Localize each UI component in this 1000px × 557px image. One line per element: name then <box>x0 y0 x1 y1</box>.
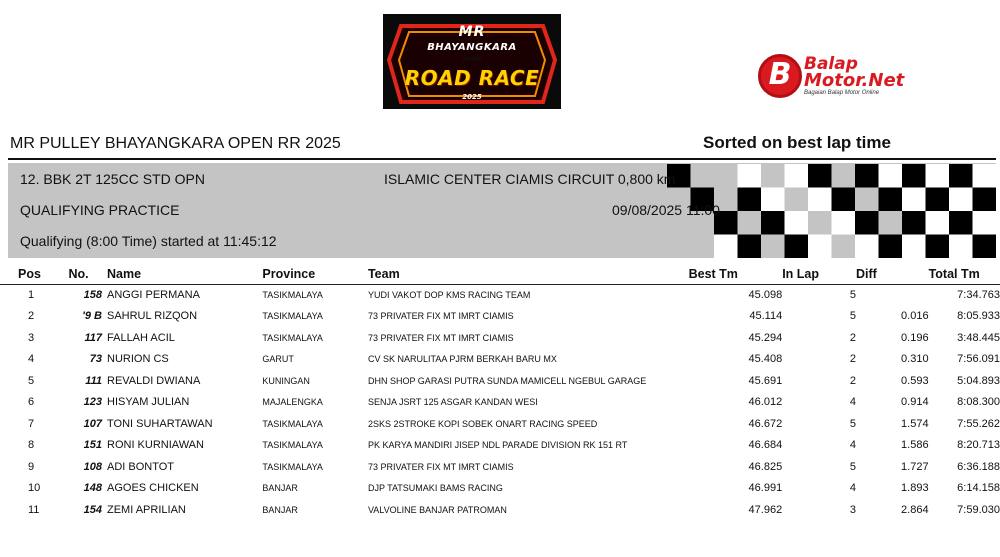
table-row <box>0 306 1000 328</box>
table-row <box>0 349 1000 371</box>
cell-in-lap: 4 <box>849 396 857 409</box>
flag-square <box>785 164 809 188</box>
cell-team: SENJA JSRT 125 ASGAR KANDAN WESI <box>367 397 538 408</box>
cell-team: YUDI VAKOT DOP KMS RACING TEAM <box>367 290 531 300</box>
cell-team: VALVOLINE BANJAR PATROMAN <box>367 504 507 515</box>
cell-pos: 10 <box>28 482 41 495</box>
flag-square <box>973 164 997 188</box>
col-header-total-time: Total Tm <box>929 265 1000 284</box>
cell-name: SAHRUL RIZQON <box>107 310 198 323</box>
cell-diff: 1.586 <box>901 439 929 452</box>
cell-diff: 1.574 <box>901 417 929 430</box>
cell-pos: 8 <box>28 439 35 452</box>
flag-square <box>738 188 762 212</box>
cell-name: AGOES CHICKEN <box>107 482 199 495</box>
cell-in-lap: 2 <box>849 331 857 344</box>
media-logo <box>758 54 928 104</box>
cell-total-time: 7:59.030 <box>957 503 1000 516</box>
cell-best-time: 45.098 <box>748 289 783 301</box>
cell-name: ZEMI APRILIAN <box>107 503 186 516</box>
table-row <box>0 435 1000 457</box>
cell-province: GARUT <box>262 354 294 365</box>
cell-pos: 5 <box>28 374 35 387</box>
session-datetime: 09/08/2025 11:00 <box>612 202 720 218</box>
table-row <box>0 284 1000 306</box>
flag-square <box>738 235 762 259</box>
cell-total-time: 7:34.763 <box>957 289 1000 301</box>
cell-province: BANJAR <box>262 504 298 515</box>
flag-square <box>926 235 950 259</box>
cell-team: CV SK NARULITAA PJRM BERKAH BARU MX <box>367 354 557 365</box>
flag-square <box>808 164 832 188</box>
cell-name: NURION CS <box>107 353 169 366</box>
class-label: 12. BBK 2T 125CC STD OPN <box>20 171 205 187</box>
cell-pos: 9 <box>28 460 35 473</box>
table-row <box>0 392 1000 414</box>
cell-total-time: 8:08.300 <box>957 396 1000 409</box>
cell-no: 111 <box>85 374 102 387</box>
flag-square <box>761 188 785 212</box>
session-label: QUALIFYING PRACTICE <box>20 202 180 218</box>
media-logo-mark: B <box>768 57 792 92</box>
cell-best-time: 45.691 <box>748 374 783 387</box>
cell-total-time: 6:36.188 <box>957 460 1000 473</box>
flag-square <box>902 211 926 235</box>
cell-best-time: 46.672 <box>748 417 783 430</box>
cell-name: REVALDI DWIANA <box>107 374 201 387</box>
flag-square <box>973 211 997 235</box>
cell-best-time: 46.684 <box>748 439 783 452</box>
cell-name: RONI KURNIAWAN <box>107 439 204 452</box>
cell-province: TASIKMALAYA <box>262 440 323 451</box>
event-logo-open: OPEN <box>462 56 482 63</box>
cell-team: 2SKS 2STROKE KOPI SOBEK ONART RACING SPEED <box>367 418 598 429</box>
cell-name: ANGGI PERMANA <box>107 289 200 301</box>
cell-no: 73 <box>89 353 102 366</box>
flag-square <box>879 164 903 188</box>
cell-best-time: 47.962 <box>748 503 783 516</box>
cell-province: TASIKMALAYA <box>262 290 323 300</box>
cell-name: HISYAM JULIAN <box>107 396 190 409</box>
session-info-band <box>8 163 996 258</box>
circuit-label: ISLAMIC CENTER CIAMIS CIRCUIT 0,800 km <box>384 171 676 187</box>
cell-no: 151 <box>83 439 102 452</box>
table-row <box>0 413 1000 435</box>
cell-no: 107 <box>83 417 102 430</box>
event-logo-road-race: ROAD RACE <box>404 66 540 90</box>
col-header-in-lap: In Lap <box>782 265 856 284</box>
col-header-province: Province <box>262 265 368 284</box>
flag-square <box>902 188 926 212</box>
col-header-pos: Pos <box>0 265 57 284</box>
flag-square <box>714 235 738 259</box>
flag-square <box>832 188 856 212</box>
cell-in-lap: 5 <box>849 310 857 323</box>
flag-square <box>808 235 832 259</box>
event-logo <box>383 14 561 109</box>
event-logo-mr: MR <box>458 24 486 40</box>
flag-square <box>949 164 973 188</box>
cell-in-lap: 2 <box>849 374 857 387</box>
cell-diff <box>856 284 929 306</box>
cell-in-lap: 3 <box>849 503 857 516</box>
cell-in-lap: 5 <box>849 460 857 473</box>
cell-diff: 0.310 <box>901 353 929 366</box>
flag-square <box>973 235 997 259</box>
flag-square <box>808 188 832 212</box>
cell-diff: 0.593 <box>901 374 929 387</box>
cell-total-time: 7:56.091 <box>957 353 1000 366</box>
cell-province: TASIKMALAYA <box>262 461 323 472</box>
results-table <box>0 265 1000 521</box>
cell-diff: 1.893 <box>901 482 929 495</box>
flag-square <box>926 188 950 212</box>
event-title: MR PULLEY BHAYANGKARA OPEN RR 2025 <box>10 135 341 152</box>
cell-no: '9 B <box>82 310 102 323</box>
cell-diff: 2.864 <box>901 503 929 516</box>
cell-province: BANJAR <box>262 483 298 494</box>
cell-in-lap: 4 <box>849 439 857 452</box>
flag-square <box>949 211 973 235</box>
cell-best-time: 46.825 <box>748 460 783 473</box>
cell-no: 117 <box>84 331 102 344</box>
cell-no: 154 <box>83 503 102 516</box>
flag-square <box>902 164 926 188</box>
cell-province: TASIKMALAYA <box>262 332 323 343</box>
cell-total-time: 5:04.893 <box>957 374 1000 387</box>
cell-in-lap: 4 <box>849 482 857 495</box>
cell-pos: 2 <box>28 310 35 323</box>
cell-pos: 3 <box>28 331 35 344</box>
cell-name: TONI SUHARTAWAN <box>107 417 213 430</box>
cell-diff: 0.196 <box>901 331 929 344</box>
flag-square <box>855 235 879 259</box>
cell-total-time: 8:20.713 <box>957 439 1000 452</box>
flag-square <box>738 164 762 188</box>
cell-in-lap: 5 <box>849 417 857 430</box>
cell-in-lap: 2 <box>849 353 857 366</box>
sort-label: Sorted on best lap time <box>703 133 891 152</box>
event-logo-year: 2025 <box>462 93 482 101</box>
cell-in-lap: 5 <box>849 289 857 301</box>
cell-total-time: 6:14.158 <box>957 482 1000 495</box>
session-start-label: Qualifying (8:00 Time) started at 11:45:12 <box>20 233 277 249</box>
table-row <box>0 370 1000 392</box>
cell-province: KUNINGAN <box>262 375 310 386</box>
cell-pos: 7 <box>28 417 35 430</box>
media-logo-line2: Motor.Net <box>804 70 905 91</box>
cell-team: DHN SHOP GARASI PUTRA SUNDA MAMICELL NGEBUL GARAGE <box>367 375 647 386</box>
col-header-best-time: Best Tm <box>689 265 783 284</box>
flag-square <box>855 164 879 188</box>
cell-total-time: 3:48.445 <box>957 331 1000 344</box>
flag-square <box>785 211 809 235</box>
cell-province: MAJALENGKA <box>262 397 323 408</box>
media-logo-line1: Balap <box>804 54 858 74</box>
flag-square <box>879 188 903 212</box>
cell-diff: 0.914 <box>901 396 929 409</box>
table-row <box>0 327 1000 349</box>
cell-no: 108 <box>83 460 102 473</box>
table-row <box>0 499 1000 521</box>
flag-square <box>832 211 856 235</box>
cell-total-time: 8:05.933 <box>957 310 1000 323</box>
table-header-row <box>0 265 1000 284</box>
col-header-team: Team <box>368 265 689 284</box>
cell-province: TASIKMALAYA <box>262 418 323 429</box>
cell-name: FALLAH ACIL <box>107 331 175 344</box>
cell-total-time: 7:55.262 <box>957 417 1000 430</box>
flag-square <box>761 211 785 235</box>
cell-no: 158 <box>83 289 102 301</box>
cell-team: PK KARYA MANDIRI JISEP NDL PARADE DIVISION RK 151 RT <box>367 440 628 451</box>
cell-pos: 6 <box>28 396 35 409</box>
cell-pos: 4 <box>28 353 35 366</box>
cell-no: 148 <box>83 482 102 495</box>
flag-square <box>926 164 950 188</box>
flag-square <box>785 235 809 259</box>
cell-best-time: 46.012 <box>748 396 783 409</box>
cell-province: TASIKMALAYA <box>262 311 323 322</box>
cell-pos: 1 <box>28 289 35 301</box>
media-logo-tagline: Bagaian Balap Motor Online <box>804 90 880 96</box>
col-header-diff: Diff <box>856 265 929 284</box>
cell-team: 73 PRIVATER FIX MT IMRT CIAMIS <box>367 332 514 343</box>
flag-square <box>855 211 879 235</box>
cell-team: DJP TATSUMAKI BAMS RACING <box>367 483 503 494</box>
cell-name: ADI BONTOT <box>107 460 175 473</box>
title-divider <box>8 158 996 160</box>
table-row <box>0 478 1000 500</box>
cell-team: 73 PRIVATER FIX MT IMRT CIAMIS <box>367 461 514 472</box>
cell-best-time: 45.114 <box>749 310 783 323</box>
flag-square <box>902 235 926 259</box>
cell-best-time: 45.294 <box>748 331 783 344</box>
event-logo-bhayangkara: BHAYANGKARA <box>427 42 517 53</box>
cell-best-time: 45.408 <box>748 353 783 366</box>
flag-square <box>926 211 950 235</box>
cell-best-time: 46.991 <box>748 482 783 495</box>
cell-team: 73 PRIVATER FIX MT IMRT CIAMIS <box>367 311 514 322</box>
cell-diff: 0.016 <box>901 310 929 323</box>
flag-square <box>949 235 973 259</box>
cell-no: 123 <box>83 396 102 409</box>
flag-square <box>879 235 903 259</box>
col-header-no: No. <box>57 265 105 284</box>
cell-pos: 11 <box>28 503 40 516</box>
cell-diff: 1.727 <box>901 460 929 473</box>
col-header-name: Name <box>104 265 262 284</box>
table-row <box>0 456 1000 478</box>
flag-square <box>949 188 973 212</box>
flag-square <box>973 188 997 212</box>
